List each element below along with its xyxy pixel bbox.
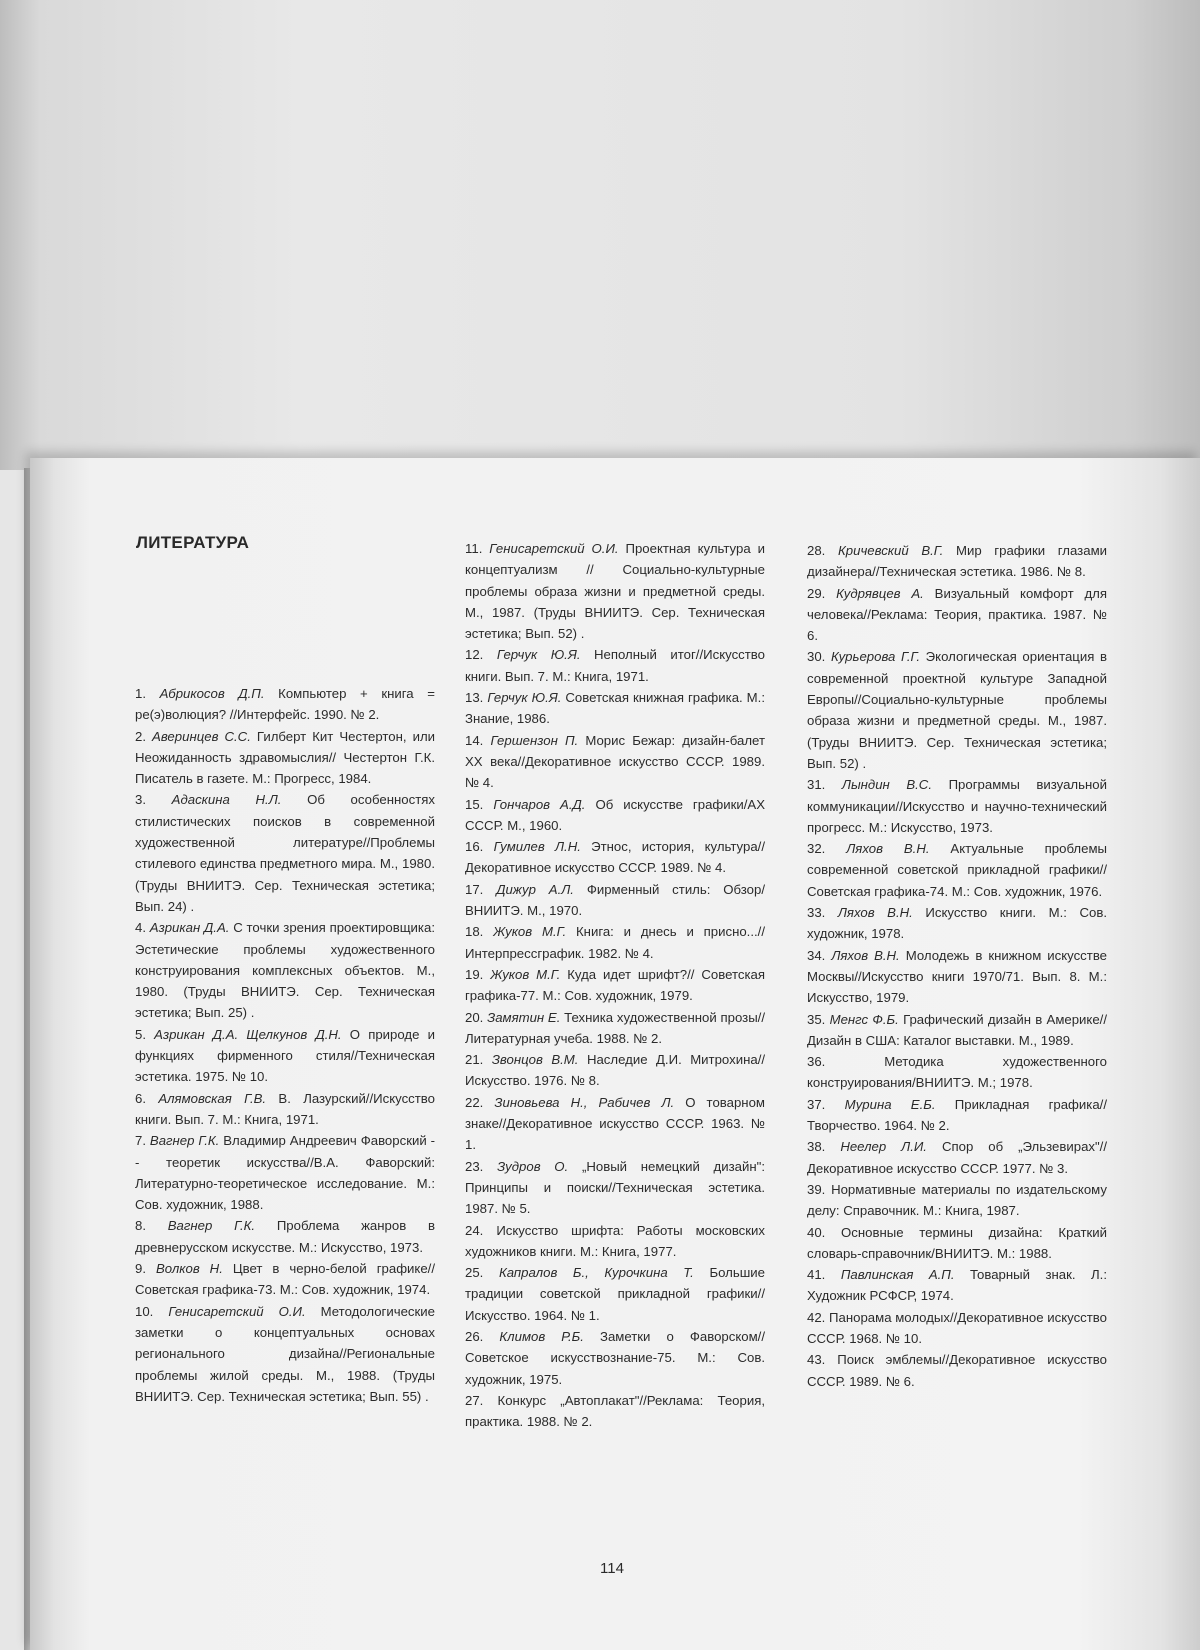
bibliography-entry — [807, 902, 1107, 945]
entry-text: Молодежь в книжном искусстве Москвы//Искусство книги 1970/71. Вып. 8. М.: Искусство, 1979. — [807, 947, 1108, 1006]
entry-author: Лындин В.С. — [841, 777, 932, 793]
entry-author: Герчук Ю.Я. — [496, 647, 581, 663]
entry-text: Поиск эмблемы//Декоративное искусство СССР. 1989. № 6. — [807, 1352, 1107, 1389]
bibliography-entry — [465, 1220, 765, 1263]
entry-text: Книга: и днесь и присно...//Интерпрессграфик. 1982. № 4. — [465, 924, 766, 961]
entry-text: О природе и функциях фирменного стиля//Техническая эстетика. 1975. № 10. — [135, 1026, 435, 1085]
entry-number: 22. — [465, 1094, 484, 1110]
bibliography-entry — [465, 644, 765, 687]
bibliography-entry — [465, 1262, 765, 1326]
entry-author: Генисаретский О.И. — [489, 541, 619, 556]
entry-number: 35. — [807, 1011, 826, 1027]
entry-text: Наследие Д.И. Митрохина//Искусство. 1976. № 8. — [465, 1052, 766, 1089]
entry-number: 20. — [465, 1009, 484, 1025]
entry-number: 3. — [135, 792, 146, 808]
entry-text: Куда идет шрифт?// Советская графика-77. М.: Сов. художник, 1979. — [465, 966, 766, 1004]
bibliography-entry — [807, 1264, 1107, 1307]
entry-number: 6. — [135, 1090, 146, 1106]
entry-number: 11. — [465, 541, 483, 556]
bibliography-entry — [807, 583, 1107, 647]
bibliography-entry — [807, 1136, 1107, 1179]
bibliography-entry — [807, 774, 1107, 838]
entry-number: 17. — [465, 881, 484, 897]
entry-number: 24. — [465, 1222, 484, 1238]
bibliography-entry — [465, 687, 765, 730]
entry-number: 37. — [807, 1096, 826, 1112]
entry-author: Ляхов В.Н. — [831, 947, 900, 963]
bibliography-entry — [807, 540, 1107, 583]
bibliography-entry — [465, 1390, 765, 1433]
entry-text: Методологические заметки о концептуальных основах регионального дизайна//Региональные проблемы жилой среды. М., 1988. (Труды ВНИИТЭ. Сер. Техническая эстетика; Вып. 55) . — [135, 1303, 435, 1404]
entry-author: Менгс Ф.Б. — [829, 1011, 899, 1027]
entry-author: Ляхов В.Н. — [837, 905, 913, 921]
page-number: 114 — [600, 1560, 624, 1577]
entry-text: Спор об „Эльзевирах"// Декоративное искусство СССР. 1977. № 3. — [807, 1139, 1107, 1176]
bibliography-entry — [465, 538, 765, 644]
bibliography-entry — [465, 836, 765, 879]
bibliography-entry — [135, 1024, 435, 1088]
entry-text: „Новый немецкий дизайн": Принципы и поиски//Техническая эстетика. 1987. № 5. — [465, 1158, 765, 1217]
entry-number: 9. — [135, 1261, 146, 1277]
bibliography-entry — [807, 1179, 1107, 1222]
entry-number: 33. — [807, 905, 826, 921]
entry-author: Курьерова Г.Г. — [830, 649, 921, 665]
entry-author: Павлинская А.П. — [840, 1267, 955, 1283]
entry-author: Неелер Л.И. — [840, 1139, 927, 1155]
bibliography-entry — [465, 879, 765, 922]
bibliography-entry — [135, 1130, 435, 1215]
bibliography-entry — [135, 683, 435, 726]
entry-text: Цвет в черно-белой графике//Советская графика-73. М.: Сов. художник, 1974. — [135, 1261, 436, 1298]
entry-text: Графический дизайн в Америке//Дизайн в США: Каталог выставки. М., 1989. — [807, 1011, 1107, 1048]
entry-number: 12. — [465, 647, 484, 663]
entry-text: Панорама молодых//Декоративное искусство СССР. 1968. № 10. — [807, 1309, 1107, 1346]
entry-author: Звонцов В.М. — [491, 1052, 579, 1068]
entry-number: 34. — [807, 947, 826, 963]
entry-text: В. Лазурский//Искусство книги. Вып. 7. М.: Книга, 1971. — [135, 1090, 435, 1127]
entry-text: Нормативные материалы по издательскому делу: Справочник. М.: Книга, 1987. — [807, 1181, 1107, 1219]
bibliography-entry — [135, 1258, 435, 1301]
entry-number: 2. — [135, 728, 146, 744]
entry-author: Климов Р.Б. — [499, 1328, 584, 1344]
entry-number: 36. — [807, 1054, 826, 1070]
bibliography-entry — [807, 1307, 1107, 1350]
entry-number: 31. — [807, 777, 826, 793]
bibliography-entry — [465, 1326, 765, 1390]
bibliography-entry — [465, 1092, 765, 1156]
entry-number: 7. — [135, 1133, 146, 1149]
bibliography-entry — [135, 1301, 435, 1407]
entry-number: 21. — [465, 1052, 484, 1068]
bibliography-entry — [465, 1156, 765, 1220]
entry-text: Компьютер + книга = ре(э)волюция? //Интерфейс. 1990. № 2. — [135, 686, 435, 723]
entry-number: 8. — [135, 1218, 146, 1234]
entry-text: Программы визуальной коммуникации//Искусство и научно-технический прогресс. М.: Искусство, 1973. — [807, 777, 1107, 835]
entry-text: Фирменный стиль: Обзор/ВНИИТЭ. М., 1970. — [465, 881, 765, 919]
entry-text: Неполный итог//Искусство книги. Вып. 7. М.: Книга, 1971. — [465, 647, 765, 684]
bibliography-entry — [807, 945, 1107, 1009]
entry-number: 14. — [465, 732, 484, 748]
entry-number: 19. — [465, 966, 484, 982]
entry-text: Конкурс „Автоплакат"//Реклама: Теория, практика. 1988. № 2. — [465, 1392, 765, 1430]
entry-text: С точки зрения проектировщика: Эстетические проблемы художественного конструирования комплексных объектов. М., 1980. (Труды ВНИИТЭ. Сер. Техническая эстетика; Вып. 25) . — [135, 920, 435, 1021]
entry-text: Искусство шрифта: Работы московских художников книги. М.: Книга, 1977. — [465, 1222, 766, 1259]
bibliography-column-3 — [807, 540, 1107, 1392]
entry-author: Герчук Ю.Я. — [487, 690, 562, 706]
bibliography-entry — [135, 789, 435, 917]
entry-number: 25. — [465, 1265, 484, 1281]
entry-text: Мир графики глазами дизайнера//Техническая эстетика. 1986. № 8. — [807, 543, 1107, 580]
entry-text: Этнос, история, культура//Декоративное искусство СССР. 1989. № 4. — [465, 839, 765, 876]
bibliography-entry — [807, 1051, 1107, 1094]
scan-background-top — [0, 0, 1200, 470]
bibliography-column-2 — [465, 538, 765, 1432]
entry-number: 40. — [807, 1224, 826, 1240]
entry-text: Заметки о Фаворском// Советское искусствознание-75. М.: Сов. художник, 1975. — [465, 1328, 765, 1387]
entry-text: Морис Бежар: дизайн-балет XX века//Декоративное искусство СССР. 1989. № 4. — [465, 732, 765, 791]
bibliography-entry — [135, 1215, 435, 1258]
entry-text: Гилберт Кит Честертон, или Неожиданность здравомыслия// Честертон Г.К. Писатель в газете. М.: Прогресс, 1984. — [135, 728, 435, 787]
entry-author: Гершензон П. — [490, 732, 579, 748]
entry-author: Волков Н. — [155, 1261, 223, 1277]
entry-number: 16. — [465, 839, 484, 855]
entry-author: Вагнер Г.К. — [149, 1133, 220, 1149]
entry-text: Искусство книги. М.: Сов. художник, 1978. — [807, 905, 1107, 942]
bibliography-entry — [465, 730, 765, 794]
page-heading: ЛИТЕРАТУРА — [136, 533, 250, 552]
bibliography-entry — [465, 1007, 765, 1050]
entry-number: 43. — [807, 1352, 826, 1368]
bibliography-entry — [465, 1049, 765, 1092]
entry-number: 5. — [135, 1026, 146, 1042]
entry-author: Мурина Е.Б. — [844, 1096, 936, 1112]
entry-text: Большие традиции советской прикладной графики//Искусство. 1964. № 1. — [465, 1265, 765, 1323]
bibliography-entry — [807, 646, 1107, 774]
bibliography-entry — [807, 1349, 1107, 1392]
entry-number: 38. — [807, 1139, 826, 1155]
entry-text: Техника художественной прозы//Литературная учеба. 1988. № 2. — [465, 1009, 766, 1046]
bibliography-entry — [465, 794, 765, 837]
entry-text: Прикладная графика// Творчество. 1964. № 2. — [807, 1096, 1107, 1134]
entry-author: Азрикан Д.А. Щелкунов Д.Н. — [154, 1026, 342, 1042]
entry-number: 39. — [807, 1181, 826, 1197]
entry-number: 4. — [135, 920, 146, 936]
bibliography-entry — [135, 726, 435, 790]
bibliography-entry — [807, 1009, 1107, 1052]
entry-author: Жуков М.Г. — [490, 966, 561, 982]
entry-number: 18. — [465, 924, 484, 940]
entry-text: Основные термины дизайна: Краткий словарь-справочник/ВНИИТЭ. М.: 1988. — [807, 1224, 1107, 1261]
entry-text: Экологическая ориентация в современной проектной культуре Западной Европы//Социально-культурные проблемы образа жизни и предметной среды. М., 1987. (Труды ВНИИТЭ. Сер. Техническая эстетика; Вып. 52) . — [807, 649, 1107, 771]
entry-author: Вагнер Г.К. — [167, 1218, 256, 1234]
entry-text: Товарный знак. Л.: Художник РСФСР, 1974. — [807, 1267, 1107, 1304]
entry-number: 10. — [135, 1303, 154, 1319]
entry-number: 26. — [465, 1328, 484, 1344]
entry-author: Дижур А.Л. — [496, 881, 574, 897]
bibliography-entry — [807, 838, 1107, 902]
entry-author: Гончаров А.Д. — [493, 796, 586, 812]
entry-text: Актуальные проблемы современной советской прикладной графики//Советская графика-74. М.: Сов. художник, 1976. — [807, 841, 1107, 899]
bibliography-entry — [807, 1094, 1107, 1137]
bibliography-entry — [465, 964, 765, 1007]
bibliography-entry — [807, 1222, 1107, 1265]
entry-text: Владимир Андреевич Фаворский -- теоретик искусства//В.А. Фаворский: Литературно-теоретическое исследование. М.: Сов. художник, 1988. — [135, 1133, 435, 1213]
entry-text: О товарном знаке//Декоративное искусство СССР. 1963. № 1. — [465, 1094, 765, 1153]
entry-number: 28. — [807, 543, 826, 558]
entry-author: Замятин Е. — [487, 1009, 561, 1025]
entry-text: Об особенностях стилистических поисков в современной художественной литературе//Проблемы стилевого единства предметного мира. М., 1980. (Труды ВНИИТЭ. Сер. Техническая эстетика; Вып. 24) . — [135, 792, 435, 914]
entry-number: 1. — [135, 686, 146, 701]
entry-author: Кудрявцев А. — [836, 585, 924, 601]
entry-number: 42. — [807, 1309, 826, 1325]
entry-number: 13. — [465, 690, 484, 706]
entry-author: Ляхов В.Н. — [846, 841, 930, 857]
entry-author: Капралов Б., Курочкина Т. — [498, 1265, 694, 1281]
entry-author: Алямовская Г.В. — [158, 1090, 267, 1106]
entry-text: Проектная культура и концептуализм // Социально-культурные проблемы образа жизни и предметной среды. М., 1987. (Труды ВНИИТЭ. Сер. Техническая эстетика; Вып. 52) . — [465, 541, 765, 642]
entry-number: 23. — [465, 1158, 484, 1174]
entry-author: Генисаретский О.И. — [168, 1303, 306, 1319]
entry-number: 41. — [807, 1267, 826, 1283]
entry-author: Зудров О. — [497, 1158, 569, 1174]
entry-text: Методика художественного конструирования/ВНИИТЭ. М.; 1978. — [807, 1054, 1107, 1091]
entry-author: Зиновьева Н., Рабичев Л. — [494, 1094, 675, 1110]
bibliography-entry — [135, 1088, 435, 1131]
bibliography-entry — [465, 921, 765, 964]
entry-text: Об искусстве графики/АХ СССР. М., 1960. — [465, 796, 766, 833]
entry-number: 32. — [807, 841, 826, 857]
entry-number: 30. — [807, 649, 826, 665]
bibliography-column-1 — [135, 683, 435, 1407]
entry-author: Гумилев Л.Н. — [493, 839, 581, 855]
entry-text: Проблема жанров в древнерусском искусстве. М.: Искусство, 1973. — [135, 1218, 435, 1255]
entry-author: Кричевский В.Г. — [838, 543, 944, 558]
entry-number: 27. — [465, 1392, 484, 1408]
entry-author: Жуков М.Г. — [493, 924, 567, 940]
entry-text: Визуальный комфорт для человека//Реклама: Теория, практика. 1987. № 6. — [807, 585, 1107, 644]
entry-text: Советская книжная графика. М.: Знание, 1986. — [465, 690, 765, 727]
bibliography-entry — [135, 917, 435, 1023]
entry-author: Азрикан Д.А. — [149, 920, 230, 936]
entry-author: Аверинцев С.С. — [152, 728, 251, 744]
entry-number: 15. — [465, 796, 484, 812]
entry-author: Адаскина Н.Л. — [171, 792, 282, 808]
entry-author: Абрикосов Д.П. — [159, 686, 265, 701]
entry-number: 29. — [807, 585, 826, 601]
